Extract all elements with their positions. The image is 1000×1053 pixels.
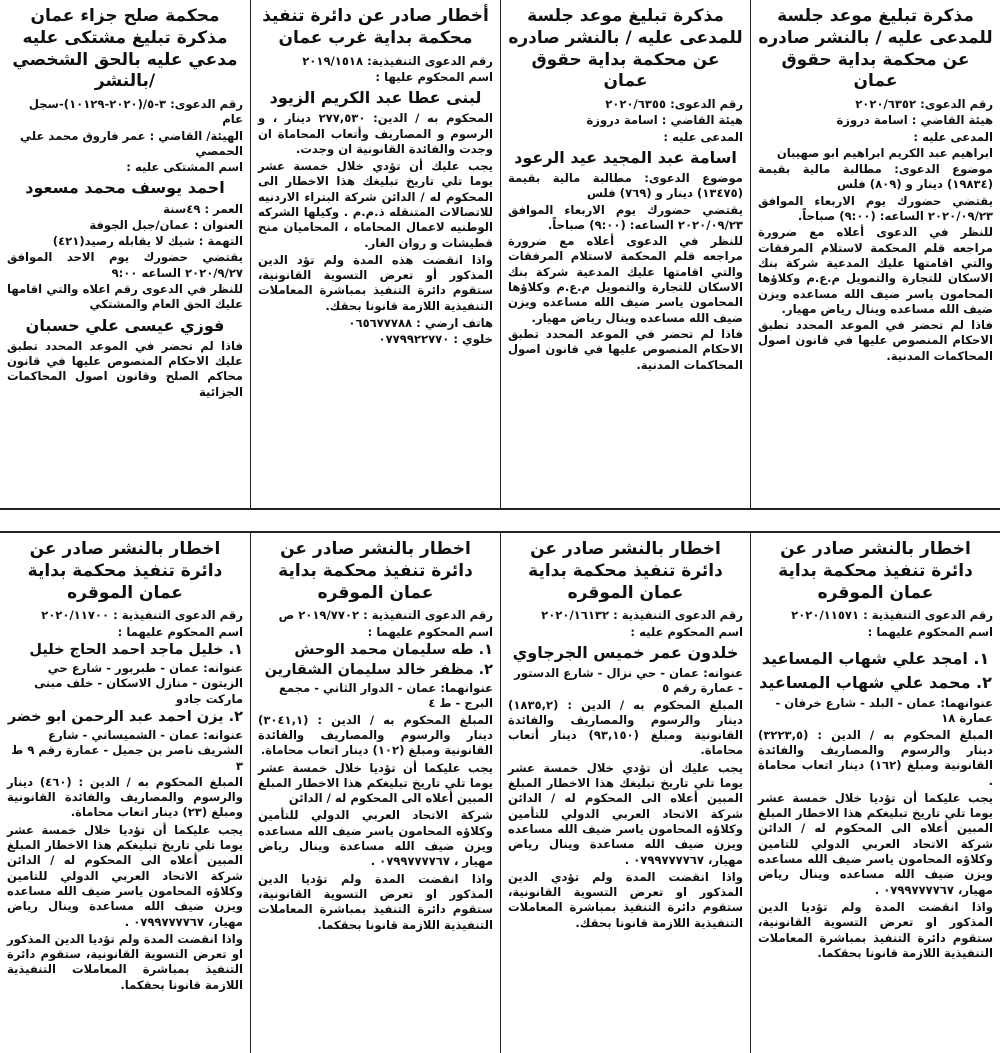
against-label: اسم المحكوم عليها : [375, 69, 493, 84]
case-number: رقم الدعوى التنفيذية : ٢٠٢٠/١١٧٠٠ [41, 608, 243, 623]
notice-closing: واذا انقضت المدة ولم تؤديا الدين المذكور او تعرض التسوية القانونية، ستقوم دائرة التنفيذ بمباشرة المعاملات التنفيذية اللازمة قانونا بحقكما. [758, 899, 993, 960]
against-label: اسم المحكوم عليهما : [867, 624, 993, 639]
judgment-amount: المبلغ المحكوم به / الدين : (٤٦٠) دينار والرسوم والمصاريف والفائدة القانونية ومبلغ (٢٣) دينار اتعاب محاماة. [7, 774, 244, 820]
divider-top [0, 508, 1000, 510]
accused-name: احمد يوسف محمد مسعود [25, 178, 225, 198]
notice-closing: واذا انقضت المدة ولم تؤديا الدين المذكور او تعرض التسوية القانونية، ستقوم دائرة التنفيذ بمباشرة المعاملات التنفيذية اللازمة قانونا بحقكما. [7, 931, 243, 992]
case-number: رقم الدعوى: ٢٠٢٠/٦٣٥٢ [855, 97, 993, 111]
notice-criminal-court [0, 0, 250, 508]
notice-title: اخطار بالنشر صادر عن دائرة تنفيذ محكمة بداية عمان الموقره [778, 539, 973, 603]
judgment-amount: المبلغ المحكوم به / الدين : (٣٠٤١,١) دينار والرسوم والمصاريف والفائدة القانونية ومبلغ (١٠٢) دينار اتعاب محاماة. [258, 712, 493, 758]
notice-body: يجب عليك أن تؤدي خلال خمسة عشر يوما تلي تاريخ تبليغك هذا الاخطار المبلغ المبين أعلاه الى المحكوم له / الدائن شركة الاتحاد العربي الدولي للتأمين وكلاؤه المحامون ياسر ضيف الله مساعده ويزن ضيف الله مساعدة وينال رياض مهيار، ٠٧٩٩٧٧٧٧٦٧ . [508, 760, 743, 867]
defendant-label: المدعى عليه : [663, 129, 743, 144]
hearing-date: يقتضي حضورك يوم الاربعاء الموافق ٢٠٢٠/٠٩/٢٣ الساعه: (٩:٠٠) صباحاً. [508, 202, 743, 232]
claim-subject: موضوع الدعوى: مطالبة مالية بقيمة (١٩٨٣٤) دينار و (٨٠٩) فلس [758, 162, 993, 192]
notice-closing: واذا انقضت المدة ولم تؤديا الدين المذكور او تعرض التسوية القانونية، ستقوم دائرة التنفيذ بمباشرة المعاملات التنفيذية اللازمة قانونا بحقكما. [258, 871, 493, 932]
notice-title: اخطار بالنشر صادر عن دائرة تنفيذ محكمة بداية عمان الموقره [278, 539, 473, 603]
notice-body: للنظر في الدعوى أعلاه مع ضرورة مراجعه قلم المحكمة لاستلام المرفقات والتي اقامتها عليك المدعية شركة بنك الاسكان للتجارة والتمويل م.ع.م وكلاؤها المحامون ياسر ضيف الله مساعده ويزن ضيف الله مساعده وينال رياض مهيار. [758, 225, 993, 316]
notice-closing: فاذا لم تحضر في الموعد المحدد تطبق الاحكام المنصوص عليها في قانون اصول المحاكمات المدنية. [508, 326, 743, 372]
address: عنوانه: عمان - حي نزال - شارع الدستور - عمارة رقم ٥ [514, 665, 743, 696]
against-label: اسم المحكوم عليهما : [117, 624, 243, 639]
address-1: عنوانه: عمان - طبربور - شارع حي الزيتون - منازل الاسكان - خلف مبنى ماركت جادو [34, 660, 243, 706]
defendant-name: اسامة عبد المجيد عيد الرعود [514, 147, 737, 167]
notice-title: مذكرة تبليغ موعد جلسة للمدعى عليه / بالنشر صادره عن محكمة بداية حقوق عمان [758, 6, 993, 92]
creditor: شركة الاتحاد العربي الدولي للتأمين وكلاؤه المحامون ياسر ضيف الله مساعده ويزن ضيف الله مساعدة وينال رياض مهيار ، ٠٧٩٩٧٧٧٧٦٧ . [258, 808, 493, 869]
judge: هيئة القاضي : اسامة دروزة [586, 113, 743, 128]
notice-body: يجب عليكما أن تؤديا خلال خمسة عشر يوما تلي تاريخ تبليغكم هذا الاخطار المبلغ المبين أعلاه الى المحكوم له / الدائن [258, 760, 493, 806]
mobile-phone: خلوي : ٠٧٧٩٩٢٢٧٧٠ [378, 332, 493, 347]
against-name-1: ١. طه سليمان محمد الوحش [294, 641, 493, 658]
judgment-amount: المحكوم به / الدين: ٢٧٧,٥٣٠ دينار ، و الرسوم و المصاريف وأتعاب المحاماة ان وجدت والفائدة القانونية ان وجدت. [258, 111, 493, 156]
against-label: اسم المحكوم عليه : [630, 624, 743, 639]
notice-body: يجب عليك أن تؤدي خلال خمسة عشر يوما تلي تاريخ تبليغك هذا الاخطار الى المحكوم له / الدائن شركة البتراء الاردنيه للاتصالات المتنقله ذ.م.م . وكيلها الشركه الوطنيه لاعمال المحاماه ، المحاميان منح قطيشات و روان الغار. [258, 159, 493, 250]
address: عنوانهما: عمان - البلد - شارع خرفان - عمارة ١٨ [775, 696, 993, 726]
complainant-name: فوزي عيسى علي حسبان [25, 315, 225, 335]
bottom-notices-row [0, 533, 1000, 1053]
notice-body: للنظر في الدعوى أعلاه مع ضرورة مراجعه قلم المحكمة لاستلام المرفقات والتي اقامتها عليك المدعية شركة بنك الاسكان للتجارة والتمويل م.ع.م وكلاؤها المحامون ياسر ضيف الله مساعده ويزن ضيف الله مساعده وينال رياض مهيار. [508, 234, 743, 325]
claim-subject: موضوع الدعوى: مطالبة مالية بقيمة (١٣٤٧٥) دينار و (٧٦٩) فلس [508, 171, 743, 201]
against-name-1: ١. خليل ماجد احمد الحاج خليل [29, 641, 243, 658]
against-name-2: ٢. محمد علي شهاب المساعيد [759, 672, 992, 692]
notice-body: للنظر في الدعوى رقم اعلاه والتي اقامها عليك الحق العام والمشتكي [7, 282, 243, 312]
notice-hearing-6355 [500, 0, 750, 508]
notice-title: مذكرة تبليغ موعد جلسة للمدعى عليه / بالنشر صادره عن محكمة بداية حقوق عمان [508, 6, 743, 92]
notice-closing: واذا انقضت المدة ولم تؤدي الدين المذكور او تعرض التسوية القانونية، ستقوم دائرة التنفيذ بمباشرة المعاملات التنفيذية اللازمة قانونا بحقك. [508, 869, 743, 930]
defendant-label: المدعى عليه : [913, 129, 993, 144]
notice-title: محكمة صلح جزاء عمان مذكرة تبليغ مشتكى عليه مدعي عليه بالحق الشخصي /بالنشر [12, 6, 238, 92]
judge: الهيئة/ القاضي : عمر فاروق محمد علي الحمصي [19, 128, 243, 158]
case-number: رقم الدعوى: ٢٠٢٠/٦٣٥٥ [605, 97, 743, 111]
notice-title: اخطار بالنشر صادر عن دائرة تنفيذ محكمة بداية عمان الموقره [528, 539, 723, 603]
charge: التهمة : شيك لا يقابله رصيد(٤٢١) [52, 234, 243, 249]
defendant-name: ابراهيم عبد الكريم ابراهيم ابو صهيبان [776, 145, 993, 160]
notice-execution-11571 [750, 533, 1000, 1053]
accused-address: العنوان : عمان/جبل الجوفة [89, 217, 243, 232]
address-2: عنوانه: عمان - الشميساني - شارع الشريف ناصر بن جميل - عمارة رقم ٩ ط ٣ [11, 727, 243, 773]
case-number: رقم الدعوى: ٣-٥/(٢٠٢٠-١٠١٢٩)-سجل عام [28, 97, 243, 127]
hearing-date: يقتضي حضورك يوم الاحد الموافق ٢٠٢٠/٩/٢٧ الساعه ٩:٠٠ [7, 250, 243, 280]
top-notices-row [0, 0, 1000, 508]
notice-closing: فاذا لم تحضر في الموعد المحدد تطبق عليك الاحكام المنصوص عليها في قانون محاكم الصلح وقانون اصول المحاكمات الجزائية [7, 338, 243, 399]
case-number: رقم الدعوى التنفيذية : ٢٠٢٠/١١٥٧١ [791, 608, 993, 623]
judge: هيئة القاضي : اسامة دروزة [836, 113, 993, 128]
notice-execution-11700 [0, 533, 250, 1053]
against-name-1: ١. امجد علي شهاب المساعيد [761, 648, 990, 668]
judgment-amount: المبلغ المحكوم به / الدين : (١٨٣٥,٢) دينار والرسوم والمصاريف والفائدة القانونية ومبلغ (٩٣,١٥٠) دينار أتعاب محاماة. [508, 697, 744, 758]
notice-title: اخطار بالنشر صادر عن دائرة تنفيذ محكمة بداية عمان الموقره [27, 539, 223, 603]
notice-hearing-6352 [750, 0, 1000, 508]
landline-phone: هاتف ارضي : ٠٦٥٦٧٧٧٨٨ [348, 316, 493, 331]
accused-age: العمر : ٤٩سنة [163, 201, 243, 216]
notice-execution-16132 [500, 533, 750, 1053]
against-name: لبنى عطا عبد الكريم الزيود [269, 88, 482, 108]
notice-execution-7702 [250, 533, 500, 1053]
notice-body: يجب عليكما أن تؤديا خلال خمسة عشر يوما تلي تاريخ تبليغكم هذا الاخطار المبلغ المبين أعلاه الى المحكوم له / الدائن شركة الاتحاد العربي الدولي للتامين وكلاؤه المحامون ياسر ضيف الله مساعده ويزن ضيف الله مساعدة وينال رياض مهيار، ٠٧٩٩٧٧٧٧٦٧ . [7, 822, 243, 929]
case-number: رقم الدعوى التنفيذية : ٢٠٢٠/١٦١٣٢ [541, 608, 743, 623]
notice-body: يجب عليكما أن تؤديا خلال خمسة عشر يوما تلي تاريخ تبليغكم هذا الاخطار المبلغ المبين أعلاه الى المحكوم له / الدائن شركة الاتحاد العربي الدولي للتامين وكلاؤه المحامون ياسر ضيف الله مساعده ويزن ضيف الله مساعده وينال رياض مهيار، ٠٧٩٩٧٧٧٧٦٧ . [758, 790, 993, 897]
address: عنوانهما: عمان - الدوار الثاني - مجمع البرج - ط ٤ [278, 681, 493, 711]
case-number: رقم الدعوى التنفيذية : ٢٠١٩/٧٧٠٢ ص [278, 608, 493, 623]
notice-closing: واذا انقضت هذه المدة ولم تؤد الدين المذكور أو تعرض التسوية القانونية، ستقوم دائرة التنفيذ بمباشرة المعاملات التنفيذية اللازمة قانونا بحقك. [258, 252, 493, 313]
accused-label: اسم المشتكى عليه : [126, 160, 243, 175]
against-name-2: ٢. يزن احمد عبد الرحمن ابو خضر [7, 708, 243, 725]
notice-title: أخطار صادر عن دائرة تنفيذ محكمة بداية غرب عمان [262, 6, 489, 48]
against-name-2: ٢. مظفر خالد سليمان الشقارين [264, 661, 493, 678]
notice-closing: فاذا لم تحضر في الموعد المحدد تطبق الاحكام المنصوص عليها في قانون اصول المحاكمات المدنية. [758, 318, 993, 363]
hearing-date: يقتضي حضورك يوم الاربعاء الموافق ٢٠٢٠/٠٩/٢٣ الساعه: (٩:٠٠) صباحاً. [758, 193, 993, 224]
judgment-amount: المبلغ المحكوم به / الدين : (٣٢٢٣,٥) دينار والرسوم والمصاريف والفائدة القانونية ومبلغ (١٦٢) دينار اتعاب محاماة . [758, 727, 994, 788]
against-name-1: خلدون عمر خميس الجرجاوي [512, 642, 739, 662]
notice-execution-1518 [250, 0, 500, 508]
against-label: اسم المحكوم عليهما : [367, 624, 493, 639]
case-number: رقم الدعوى التنفيذية: ٢٠١٩/١٥١٨ [302, 53, 493, 68]
